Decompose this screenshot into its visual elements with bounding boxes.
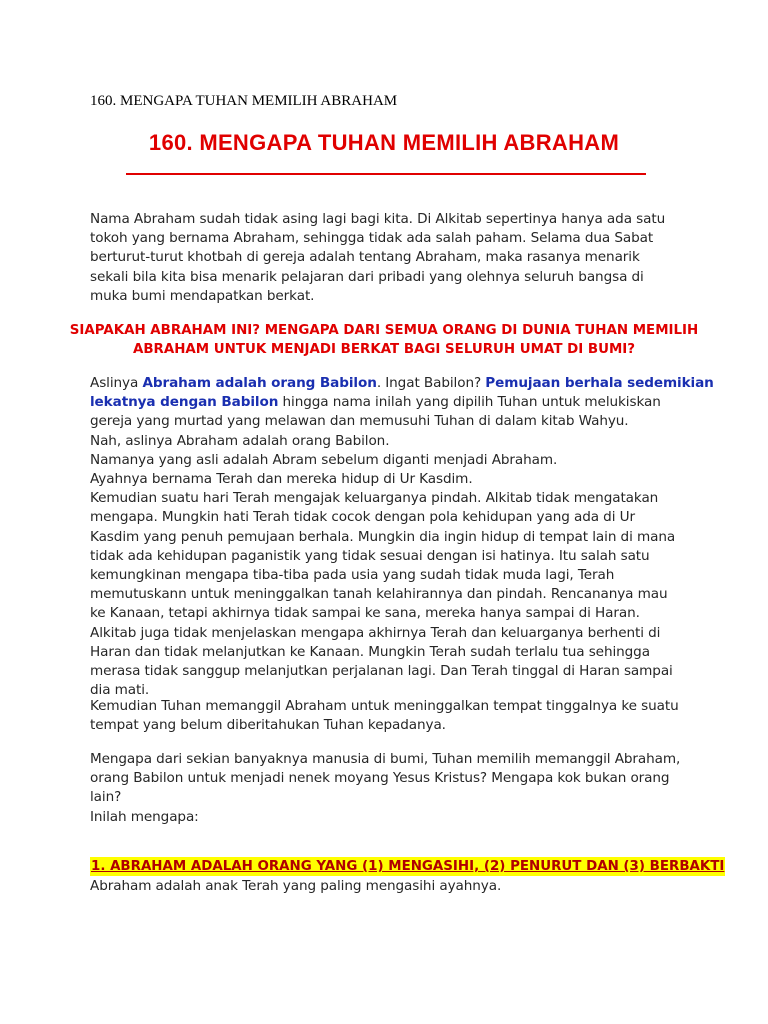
paragraph-line: Kemudian Tuhan memanggil Abraham untuk meninggalkan tempat tinggalnya ke suatu: [90, 698, 679, 714]
paragraph-line: orang Babilon untuk menjadi nenek moyang Yesus Kristus? Mengapa kok bukan orang: [90, 770, 670, 787]
paragraph-line: [90, 374, 714, 393]
paragraph-line: Haran dan tidak melanjutkan ke Kanaan. Mungkin Terah sudah terlalu tua sehingga: [90, 643, 650, 660]
doc-header: 160. MENGAPA TUHAN MEMILIH ABRAHAM: [90, 93, 398, 109]
main-title: 160. MENGAPA TUHAN MEMILIH ABRAHAM: [148, 130, 620, 155]
paragraph-line: Nah, aslinya Abraham adalah orang Babilon.: [90, 432, 390, 449]
paragraph-line: Abraham adalah anak Terah yang paling mengasihi ayahnya.: [90, 878, 502, 894]
paragraph-line: Alkitab juga tidak menjelaskan mengapa akhirnya Terah dan keluarganya berhenti di: [90, 624, 661, 641]
text-run: hingga nama inilah yang dipilih Tuhan untuk melukiskan: [278, 394, 661, 411]
paragraph-line: [90, 393, 690, 412]
paragraph-line: Kemudian suatu hari Terah mengajak keluarganya pindah. Alkitab tidak mengatakan: [90, 490, 659, 507]
paragraph-line: Ayahnya bernama Terah dan mereka hidup di Ur Kasdim.: [90, 471, 473, 488]
section-text: [90, 877, 690, 896]
paragraph-line: tokoh yang bernama Abraham, sehingga tidak ada salah paham. Selama dua Sabat: [90, 230, 654, 247]
question-heading: [0, 321, 768, 359]
paragraph-line: memutuskann untuk meninggalkan tanah kelahirannya dan pindah. Rencananya mau: [90, 586, 668, 603]
paragraph-why: [90, 750, 690, 827]
paragraph-origin: [90, 374, 714, 700]
question-line: ABRAHAM UNTUK MENJADI BERKAT BAGI SELURUH UMAT DI BUMI?: [132, 342, 636, 358]
text-run: . Ingat Babilon?: [376, 375, 486, 391]
paragraph-line: tempat yang belum diberitahukan Tuhan kepadanya.: [90, 717, 446, 734]
paragraph-line: Namanya yang asli adalah Abram sebelum diganti menjadi Abraham.: [90, 451, 558, 468]
paragraph-line: Kasdim yang penuh pemujaan berhala. Mungkin dia ingin hidup di tempat lain di mana: [90, 528, 676, 545]
paragraph-line: tidak ada kehidupan paganistik yang tidak sesuai dengan isi hatinya. Itu salah satu: [90, 547, 650, 564]
paragraph-line: ke Kanaan, tetapi akhirnya tidak sampai ke sana, mereka hanya sampai di Haran.: [90, 605, 640, 622]
paragraph-intro: [90, 210, 690, 306]
paragraph-line: Inilah mengapa:: [90, 808, 199, 825]
paragraph-line: merasa tidak sanggup melanjutkan perjalanan lagi. Dan Terah tinggal di Haran sampai: [90, 663, 673, 680]
title-underline: [0, 162, 768, 179]
text-run: Aslinya: [90, 375, 143, 391]
section-heading: 1. ABRAHAM ADALAH ORANG YANG (1) MENGASIHI, (2) PENURUT DAN (3) BERBAKTI: [90, 857, 725, 876]
emphasis-text: lekatnya dengan Babilon: [90, 394, 279, 411]
paragraph-line: mengapa. Mungkin hati Terah tidak cocok dengan pola kehidupan yang ada di Ur: [90, 509, 635, 526]
emphasis-text: Abraham adalah orang Babilon: [142, 375, 377, 391]
paragraph-line: lain?: [90, 789, 122, 806]
question-line: SIAPAKAH ABRAHAM INI? MENGAPA DARI SEMUA ORANG DI DUNIA TUHAN MEMILIH: [69, 323, 699, 338]
emphasis-text: Pemujaan berhala sedemikian: [485, 375, 714, 391]
paragraph-line: dia mati.: [90, 682, 150, 699]
paragraph-calling: [90, 697, 690, 735]
paragraph-line: gereja yang murtad yang melawan dan memusuhi Tuhan di dalam kitab Wahyu.: [90, 413, 629, 430]
paragraph-line: Nama Abraham sudah tidak asing lagi bagi kita. Di Alkitab sepertinya hanya ada satu: [90, 211, 666, 227]
paragraph-line: kemungkinan mengapa tiba-tiba pada usia yang sudah tidak muda lagi, Terah: [90, 567, 615, 584]
paragraph-line: berturut-turut khotbah di gereja adalah tentang Abraham, maka rasanya menarik: [90, 249, 640, 266]
paragraph-line: Mengapa dari sekian banyaknya manusia di bumi, Tuhan memilih memanggil Abraham,: [90, 751, 681, 767]
paragraph-line: sekali bila kita bisa menarik pelajaran dari pribadi yang olehnya seluruh bangsa di: [90, 268, 644, 285]
paragraph-line: muka bumi mendapatkan berkat.: [90, 287, 315, 304]
